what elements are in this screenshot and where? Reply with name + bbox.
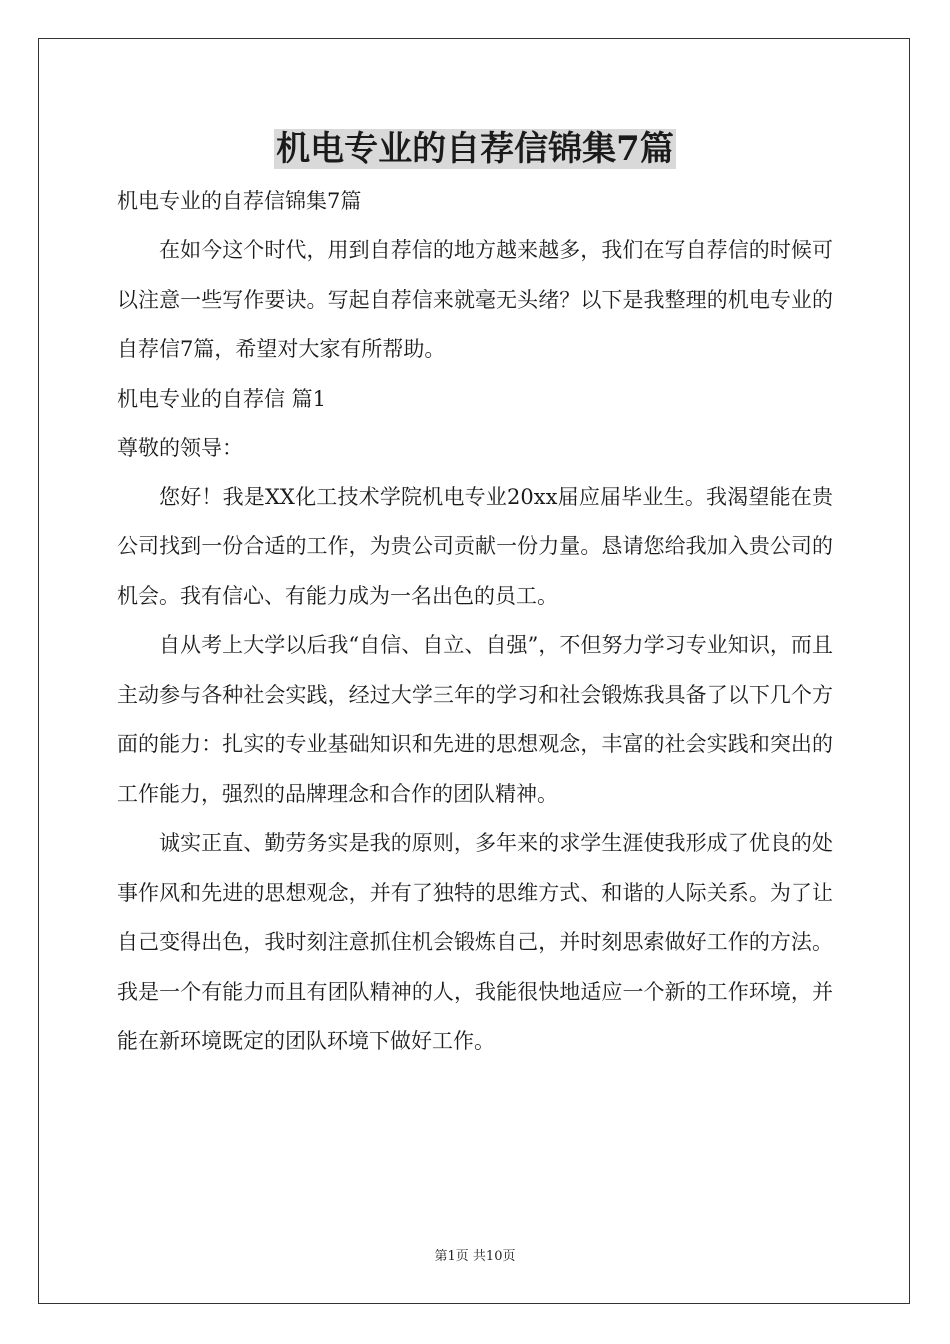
document-body — [117, 177, 833, 1067]
body-paragraph-1: 您好！我是XX化工技术学院机电专业20xx届应届毕业生。我渴望能在贵公司找到一份合适的工作，为贵公司贡献一份力量。恳请您给我加入贵公司的机会。我有信心、有能力成为一名出色的员工。 — [117, 484, 833, 608]
salutation: 尊敬的领导： — [117, 435, 243, 460]
document-title-text: 机电专业的自荐信锦集7篇 — [276, 129, 674, 169]
body-paragraph-2: 自从考上大学以后我“自信、自立、自强”，不但努力学习专业知识，而且主动参与各种社会实践，经过大学三年的学习和社会锻炼我具备了以下几个方面的能力：扎实的专业基础知识和先进的思想观念，丰富的社会实践和突出的工作能力，强烈的品牌理念和合作的团队精神。 — [117, 633, 833, 806]
body-paragraph-3: 诚实正直、勤劳务实是我的原则，多年来的求学生涯使我形成了优良的处事作风和先进的思想观念，并有了独特的思维方式、和谐的人际关系。为了让自己变得出色，我时刻注意抓住机会锻炼自己，并时刻思索做好工作的方法。我是一个有能力而且有团队精神的人，我能很快地适应一个新的工作环境，并能在新环境既定的团队环境下做好工作。 — [117, 831, 833, 1053]
document-title — [0, 126, 950, 172]
section-heading: 机电专业的自荐信 篇1 — [117, 386, 327, 411]
page-footer: 第1页 共10页 — [434, 1249, 516, 1264]
document-subtitle: 机电专业的自荐信锦集7篇 — [117, 189, 362, 213]
intro-paragraph: 在如今这个时代，用到自荐信的地方越来越多，我们在写自荐信的时候可以注意一些写作要诀。写起自荐信来就毫无头绪？以下是我整理的机电专业的自荐信7篇，希望对大家有所帮助。 — [117, 238, 833, 361]
